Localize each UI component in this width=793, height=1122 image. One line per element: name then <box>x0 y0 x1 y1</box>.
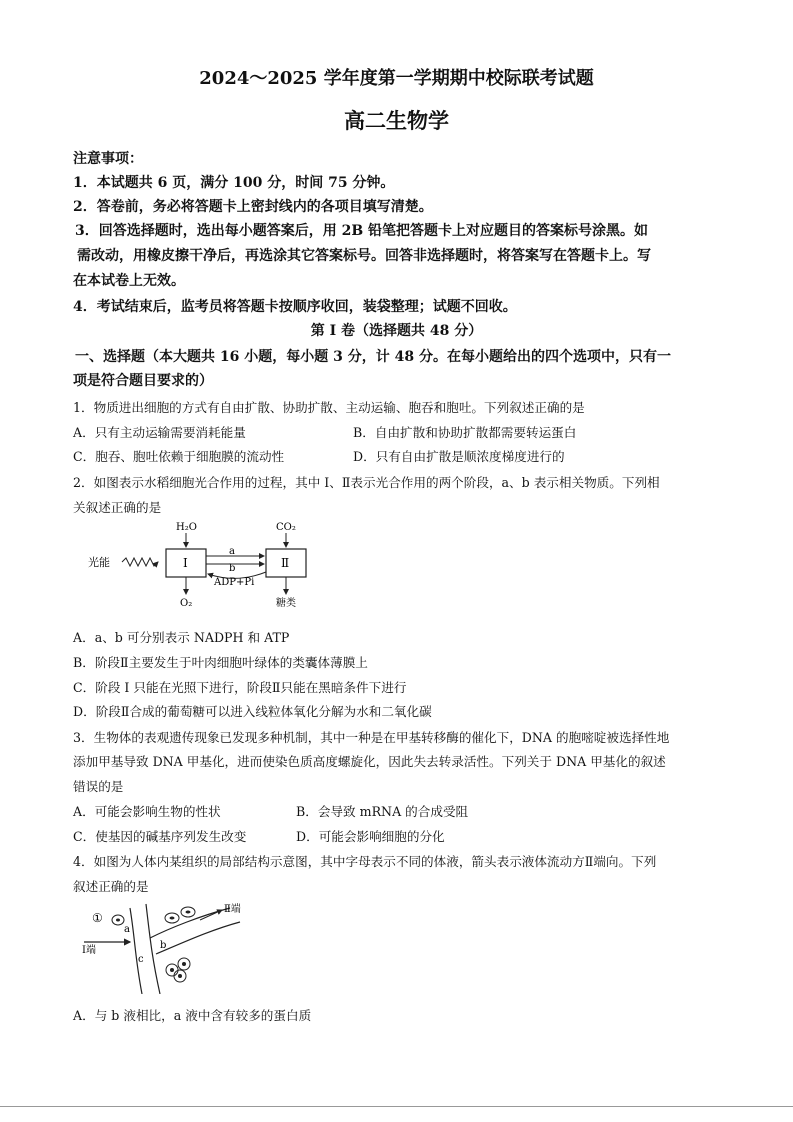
adp-label: ADP+Pi <box>214 577 255 588</box>
page-bottom-rule <box>0 1106 793 1107</box>
section-intro: 一、选择题（本大题共 16 小题，每小题 3 分，计 48 分。在每小题给出的四个选项中，只有一 <box>75 349 671 365</box>
question-stem: 1．物质进出细胞的方式有自由扩散、协助扩散、主动运输、胞吞和胞吐。下列叙述正确的是 <box>73 400 585 415</box>
h2o-label: H₂O <box>176 522 197 533</box>
c-label: c <box>138 954 144 965</box>
sugar-label: 糖类 <box>276 598 296 609</box>
b-label: b <box>229 563 236 574</box>
light-label: 光能 <box>88 556 110 569</box>
tissue-diagram <box>80 898 260 994</box>
option-a: A．与 b 液相比，a 液中含有较多的蛋白质 <box>73 1008 312 1023</box>
question-stem: 添加甲基导致 DNA 甲基化，进而使染色质高度螺旋化，因此失去转录活性。下列关于 DNA 甲基化的叙述 <box>73 754 666 769</box>
photosynthesis-diagram <box>86 518 316 614</box>
option-d: D．只有自由扩散是顺浓度梯度进行的 <box>353 449 565 464</box>
question-stem: 2．如图表示水稻细胞光合作用的过程，其中 I、Ⅱ表示光合作用的两个阶段，a、b 表示相关物质。下列相 <box>73 475 660 490</box>
option-a: A．a、b 可分别表示 NADPH 和 ATP <box>73 630 290 645</box>
option-b: B．自由扩散和协助扩散都需要转运蛋白 <box>353 425 577 440</box>
question-stem: 3．生物体的表观遗传现象已发现多种机制，其中一种是在甲基转移酶的催化下，DNA 的胞嘧啶被选择性地 <box>73 730 670 745</box>
question-stem: 错误的是 <box>73 779 124 794</box>
stage-two-label: Ⅱ <box>281 556 290 570</box>
stage-one-label: I <box>183 556 188 570</box>
section-title: 第 I 卷（选择题共 48 分） <box>310 323 483 339</box>
a-label: a <box>229 546 235 557</box>
option-a: A．可能会影响生物的性状 <box>73 804 221 819</box>
exam-title: 2024～2025 学年度第一学期期中校际联考试题 <box>199 68 594 89</box>
option-d: D．可能会影响细胞的分化 <box>296 829 445 844</box>
notice-item: 4．考试结束后，监考员将答题卡按顺序收回，装袋整理；试题不回收。 <box>73 299 517 315</box>
notice-heading: 注意事项： <box>73 151 143 167</box>
option-c: C．胞吞、胞吐依赖于细胞膜的流动性 <box>73 449 285 464</box>
o2-label: O₂ <box>180 598 193 609</box>
question-stem: 叙述正确的是 <box>73 879 149 894</box>
option-a: A．只有主动运输需要消耗能量 <box>73 425 246 440</box>
b-label: b <box>160 940 167 951</box>
question-stem: 4．如图为人体内某组织的局部结构示意图，其中字母表示不同的体液，箭头表示液体流动方Ⅱ端向。下列 <box>73 854 657 869</box>
notice-item: 需改动，用橡皮擦干净后，再选涂其它答案标号。回答非选择题时，将答案写在答题卡上。写 <box>77 248 651 264</box>
light-wave <box>122 558 158 566</box>
label-one: ① <box>92 911 103 925</box>
notice-item: 1．本试题共 6 页，满分 100 分，时间 75 分钟。 <box>73 175 395 191</box>
option-b: B．阶段Ⅱ主要发生于叶肉细胞叶绿体的类囊体薄膜上 <box>73 655 368 670</box>
notice-item: 3．回答选择题时，选出每小题答案后，用 2B 铅笔把答题卡上对应题目的答案标号涂黑。如 <box>75 223 649 239</box>
option-b: B．会导致 mRNA 的合成受阻 <box>296 804 469 819</box>
a-label: a <box>124 924 130 935</box>
question-stem: 关叙述正确的是 <box>73 500 162 515</box>
end-one-label: Ⅰ端 <box>82 945 96 956</box>
subject-title: 高二生物学 <box>344 108 449 133</box>
co2-label: CO₂ <box>276 522 296 533</box>
notice-item: 在本试卷上无效。 <box>73 273 185 289</box>
notice-item: 2．答卷前，务必将答题卡上密封线内的各项目填写清楚。 <box>73 199 433 215</box>
section-intro: 项是符合题目要求的） <box>73 373 213 389</box>
option-c: C．阶段 I 只能在光照下进行，阶段Ⅱ只能在黑暗条件下进行 <box>73 680 407 695</box>
end-two-label: Ⅱ端 <box>224 904 241 915</box>
option-c: C．使基因的碱基序列发生改变 <box>73 829 247 844</box>
option-d: D．阶段Ⅱ合成的葡萄糖可以进入线粒体氧化分解为水和二氧化碳 <box>73 704 432 719</box>
